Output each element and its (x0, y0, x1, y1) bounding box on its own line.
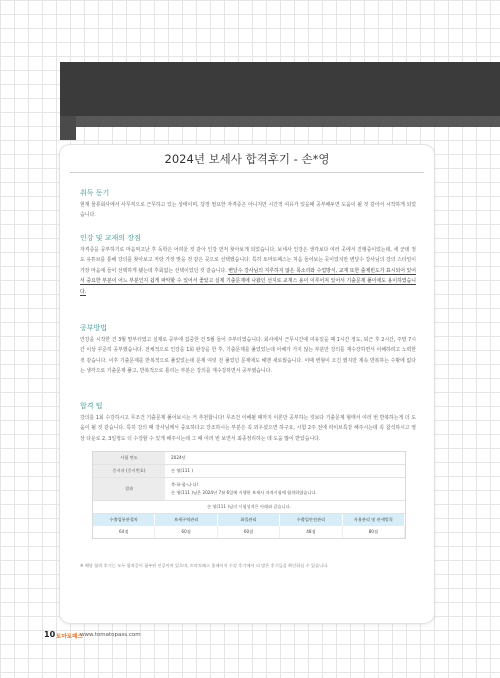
cert-key: 결과 (93, 478, 165, 500)
header-tab (60, 116, 76, 140)
score-header: 수출입통관절차 (93, 514, 155, 526)
score-header: 수출입안전관리 (280, 514, 342, 526)
score-value: 60점 (155, 526, 217, 538)
score-header: 화물관리 (218, 514, 280, 526)
section-body-motivation: 현재 물류회사에서 사무직으로 근무하고 있는 상태이며, 당장 필요한 자격증은 아니지만 시간적 여유가 있을때 공부해두면 도움이 될 것 같아서 시작하게 되었습니다. (80, 202, 416, 219)
cert-congrats: 축·하·합·니·다! (171, 482, 199, 487)
cert-result (165, 478, 405, 500)
score-header: 보세구역관리 (155, 514, 217, 526)
review-card (60, 145, 434, 623)
header-bar (60, 62, 500, 116)
brand-url: www.tomatopass.com (80, 632, 141, 638)
cert-value: 손 영(111 ) (171, 468, 194, 473)
section-heading-motivation: 취득 동기 (80, 189, 110, 197)
review-title: 2024년 보세사 합격후기 - 손*영 (164, 152, 330, 166)
section-heading-lecture: 인강 및 교재의 장점 (80, 234, 141, 242)
cert-row (93, 465, 405, 478)
section-heading-tips: 합격 팁 (80, 402, 103, 410)
header-strip (60, 116, 500, 127)
pass-certificate (92, 451, 406, 539)
score-value-row (93, 526, 405, 538)
lecture-text: 자격증을 공부하기로 마음먹고난 후 독학은 어려울 것 같아 인강 먼저 찾아보게 되었습니다. 보세사 인강은 생각보다 여러 곳에서 진행중이었는데, 세 군데 정도 유튜브를 통해 강의를 찾아보고 저랑 가장 맞을 것 같은 곳으로 선택했습니다. 특히 토마토패스는 처음 들어보는 곳이었지만 변달수 강사님의 강의 스타일이 가장 마음에 들어 선택하게 됐는데 후회없는 선택이었던 것 같습니다. (80, 247, 416, 274)
section-body-lecture (80, 245, 416, 297)
page-number: 10 (44, 630, 56, 639)
score-header: 자율관리 및 관세벌칙 (343, 514, 405, 526)
score-value: 80점 (343, 526, 405, 538)
cert-value: 2024년 (171, 455, 186, 460)
review-footnote: ※ 해당 합격 후기는 모두 합격증이 첨부된 인증이며 있으며, 토마토패스 홈페이지 수강 후기에서 더 많은 후기들을 확인하실 수 있습니다. (80, 563, 329, 568)
cert-key: 시험 연도 (93, 452, 165, 464)
title-divider (70, 172, 424, 173)
lecture-text-underlined: 변달수 강사님의 지루하지 않은 목소리와 수업방식, 교재 또한 출제빈도가 표시되어 있어서 중요한 부분이 어느 부분인지 쉽게 파악할 수 있어서 좋았고 실제 기출문제에 나왔던 선지로 교재스 용이 이루어져 있어서 기출문제 풀이에도 용이하였습니다. (80, 267, 416, 295)
section-body-study: 인강을 시작한 건 3월 말부터였고 실제로 공부에 집중한 건 5월 들어 주부터였습니다. 회사에서 근무시간에 여유있을 때 1시간 정도, 퇴근 후 2시간, 주말 7시간 이상 꾸준히 공부했습니다. 전체적으로 인강을 1회 완강을 한 후, 기출문제를 풀었었는데 이해가 가지 않는 부분만 강의를 재수강하면서 이해하려고 노력한 것 같습니다. 이후 기출문제를 반복적으로 풀었었는데 문제 여럿 전 풀었던 문제에도 헤맨 새로웠습니다. 이때 변형이 오긴 했지만 계속 반복하는 수밖에 없다는 생각으로 기출문제 풀고, 반복적으로 틀리는 부분은 강의를 재수강하면서 공부했습니다. (80, 337, 416, 375)
cert-score-note: 손 영(111 )님의 시험성적은 아래와 같습니다. (93, 501, 405, 514)
cert-row (93, 452, 405, 465)
score-header-row (93, 514, 405, 526)
brand-name: 토마토패스 (56, 634, 83, 640)
cert-pass-statement: 손 영(111 )님은 2024년 7월 6일에 시행한 보세사 자격시험에 합격하였습니다. (171, 490, 317, 495)
score-value: 48점 (280, 526, 342, 538)
cert-key: 응시자 (응시번호) (93, 465, 165, 477)
section-body-tips: 강의를 1회 수강하시고 무조건 기출문제 풀어보시는 거 추천합니다! 무조건 이해될 때까지 이론만 공부하는 것보다 기출문제 형태서 여러 번 반복하는게 더 도움이 될 것 같습니다. 특히 강의 때 강사님께서 중요하다고 강조하시는 부분은 꼭 외우셨으면 하구요, 시험 2주 전에 라이브특강 해주시는데 꼭 참석하시고 영상 다운로 2, 3일정도 더 수강할 수 있게 해주시는데 그 때 여러 번 보면서 최종정리하는 데 도움 많이 받았습니다. (80, 415, 416, 442)
score-value: 64점 (93, 526, 155, 538)
cert-row (93, 478, 405, 501)
section-heading-study: 공부방법 (80, 324, 108, 332)
score-value: 60점 (218, 526, 280, 538)
